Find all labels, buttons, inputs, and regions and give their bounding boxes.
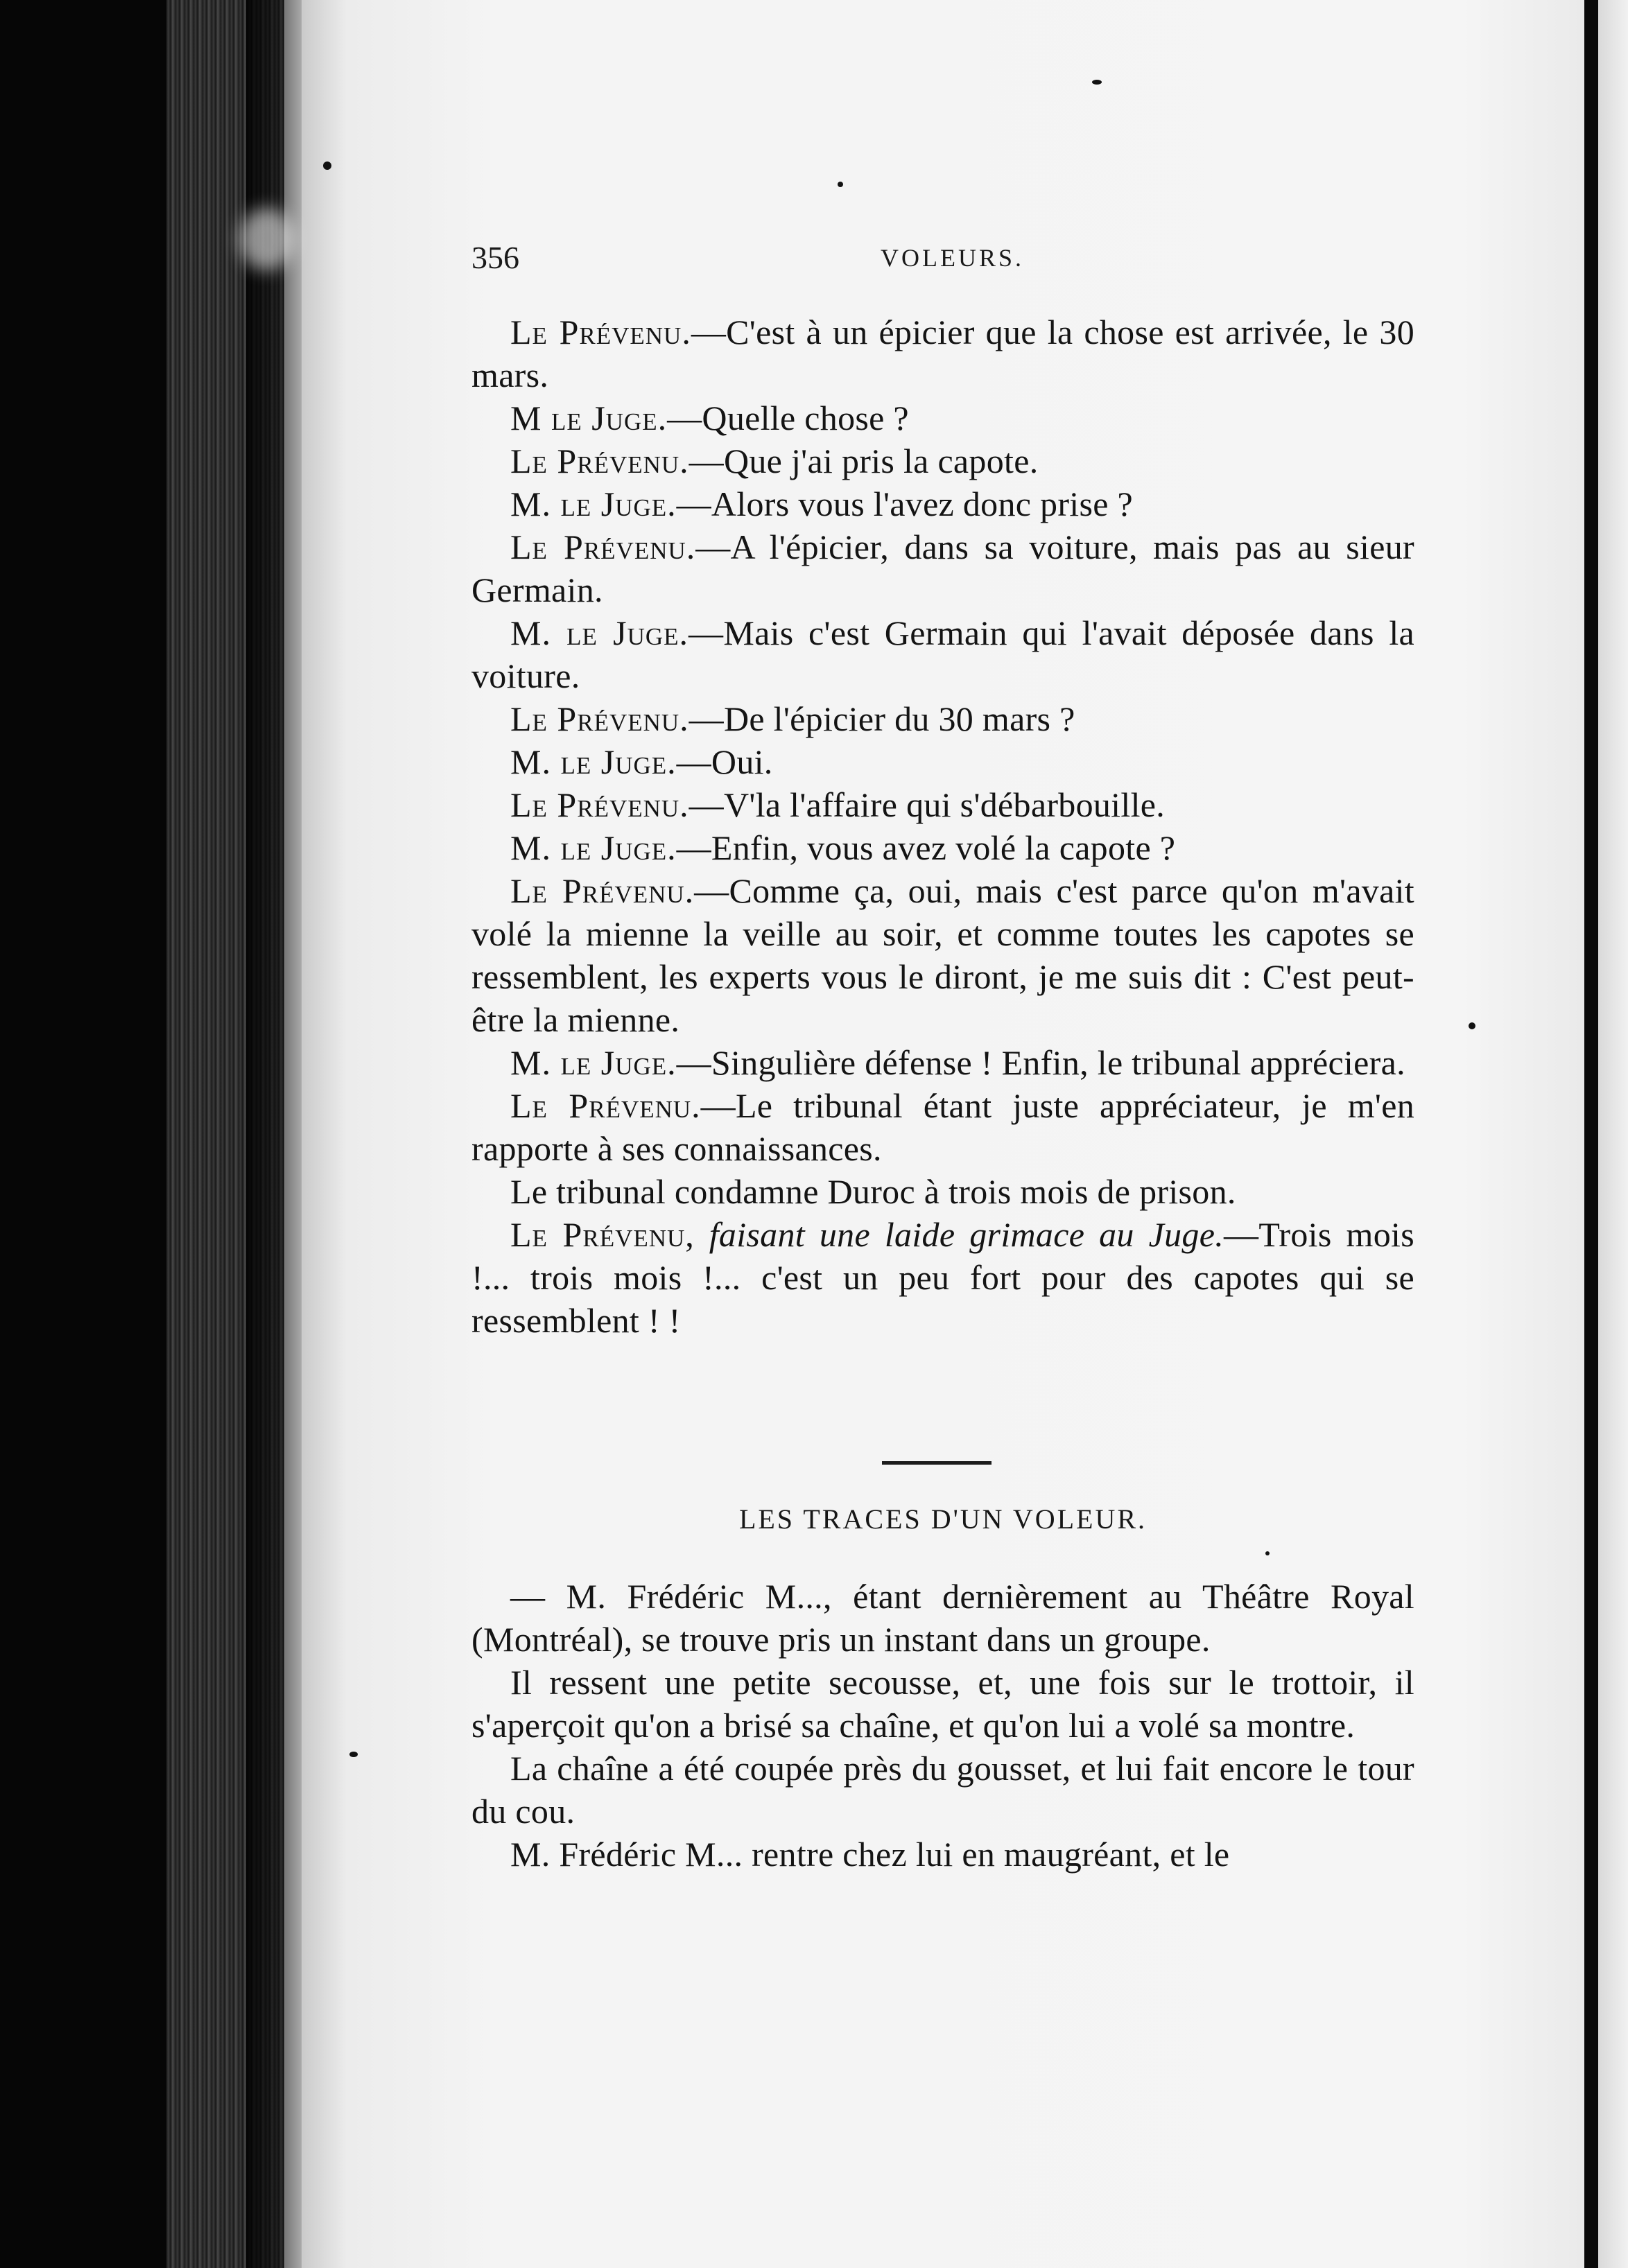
dialogue-line — [471, 525, 1414, 611]
line-text: —Alors vous l'avez donc prise ? — [676, 485, 1134, 523]
page-separator — [1584, 0, 1598, 2268]
line-text: —Le tribunal étant juste appréciateur, je m'en rapporte à ses connaissances. — [471, 1086, 1414, 1168]
speaker: M. le Juge. — [510, 1043, 677, 1082]
section-paragraph: La chaîne a été coupée près du gousset, et lui fait encore le tour du cou. — [471, 1749, 1414, 1831]
speaker: M. le Juge. — [510, 613, 689, 652]
stage-direction: faisant une laide grimace au Juge. — [709, 1215, 1224, 1254]
dialogue-line — [471, 482, 1414, 525]
speaker: Le Prévenu. — [510, 699, 689, 738]
section-paragraph: M. Frédéric M... rentre chez lui en maugréant, et le — [510, 1835, 1230, 1874]
scan-speck — [1092, 80, 1102, 85]
scan-smudge — [239, 208, 295, 270]
section-paragraph: — M. Frédéric M..., étant dernièrement au Théâtre Royal (Montréal), se trouve pris un instant dans un groupe. — [471, 1577, 1414, 1659]
dialogue-line — [471, 697, 1414, 740]
scan-speck — [1265, 1551, 1270, 1555]
line-text: —Que j'ai pris la capote. — [689, 442, 1039, 480]
speaker: Le Prévenu, — [510, 1215, 695, 1254]
line-text: —A l'épicier, dans sa voiture, mais pas au sieur Germain. — [471, 527, 1414, 609]
dialogue-line — [471, 1084, 1414, 1170]
section-divider — [882, 1461, 991, 1465]
speaker: Le Prévenu. — [510, 527, 696, 566]
line-text: —Trois mois !... trois mois !... c'est un peu fort pour des capotes qui se ressemblent ! ! — [471, 1215, 1414, 1340]
section-text — [471, 1575, 1414, 1876]
speaker: M. le Juge. — [510, 742, 677, 781]
speaker: Le Prévenu. — [510, 442, 689, 480]
scan-speck — [323, 162, 331, 170]
dialogue-line — [471, 826, 1414, 869]
dialogue-line — [471, 311, 1414, 396]
scan-speck — [838, 182, 843, 187]
speaker: Le Prévenu. — [510, 871, 695, 910]
speaker: Le Prévenu. — [510, 313, 691, 351]
gutter-shadow — [246, 0, 302, 2268]
speaker: Le Prévenu. — [510, 785, 689, 824]
dialogue-text — [471, 311, 1414, 1342]
line-text: —Mais c'est Germain qui l'avait déposée dans la voiture. — [471, 613, 1415, 695]
speaker: Le Prévenu. — [510, 1086, 701, 1125]
dialogue-line — [471, 1041, 1414, 1084]
page-number: 356 — [471, 240, 519, 275]
line-text: —Comme ça, oui, mais c'est parce qu'on m'avait volé la mienne la veille au soir, et comme toutes les capotes se ressemblent, les experts vous le diront, je me suis dit : C'est peut-être la mienne. — [471, 871, 1414, 1039]
dialogue-line — [471, 1213, 1414, 1342]
dialogue-line — [471, 611, 1414, 697]
line-text: —V'la l'affaire qui s'débarbouille. — [689, 785, 1166, 824]
line-text: —C'est à un épicier que la chose est arrivée, le 30 mars. — [471, 313, 1414, 394]
facing-page-edge — [1598, 0, 1628, 2268]
scan-speck — [349, 1752, 358, 1757]
section-paragraph: Il ressent une petite secousse, et, une fois sur le trottoir, il s'aperçoit qu'on a brisé sa chaîne, et qu'on lui a volé sa montre. — [471, 1663, 1414, 1745]
running-head — [471, 239, 1026, 281]
line-text: —De l'épicier du 30 mars ? — [689, 699, 1075, 738]
line-text: —Quelle chose ? — [667, 399, 909, 437]
running-title: VOLEURS. — [881, 244, 1025, 272]
speaker: M. le Juge. — [510, 828, 677, 867]
dialogue-line — [471, 396, 1414, 439]
dialogue-line — [471, 439, 1414, 482]
line-text: —Oui. — [676, 742, 773, 781]
scan-speck — [1469, 1022, 1475, 1029]
dialogue-line — [471, 869, 1414, 1041]
section-heading: LES TRACES D'UN VOLEUR. — [738, 1503, 1148, 1535]
line-text: —Enfin, vous avez volé la capote ? — [676, 828, 1176, 867]
dialogue-line — [471, 783, 1414, 826]
line-text: —Singulière défense ! Enfin, le tribunal appréciera. — [676, 1043, 1405, 1082]
verdict-line — [471, 1170, 1414, 1213]
dialogue-line — [471, 740, 1414, 783]
speaker: M le Juge. — [510, 399, 668, 437]
speaker: M. le Juge. — [510, 485, 677, 523]
line-text: Le tribunal condamne Duroc à trois mois de prison. — [510, 1172, 1236, 1211]
